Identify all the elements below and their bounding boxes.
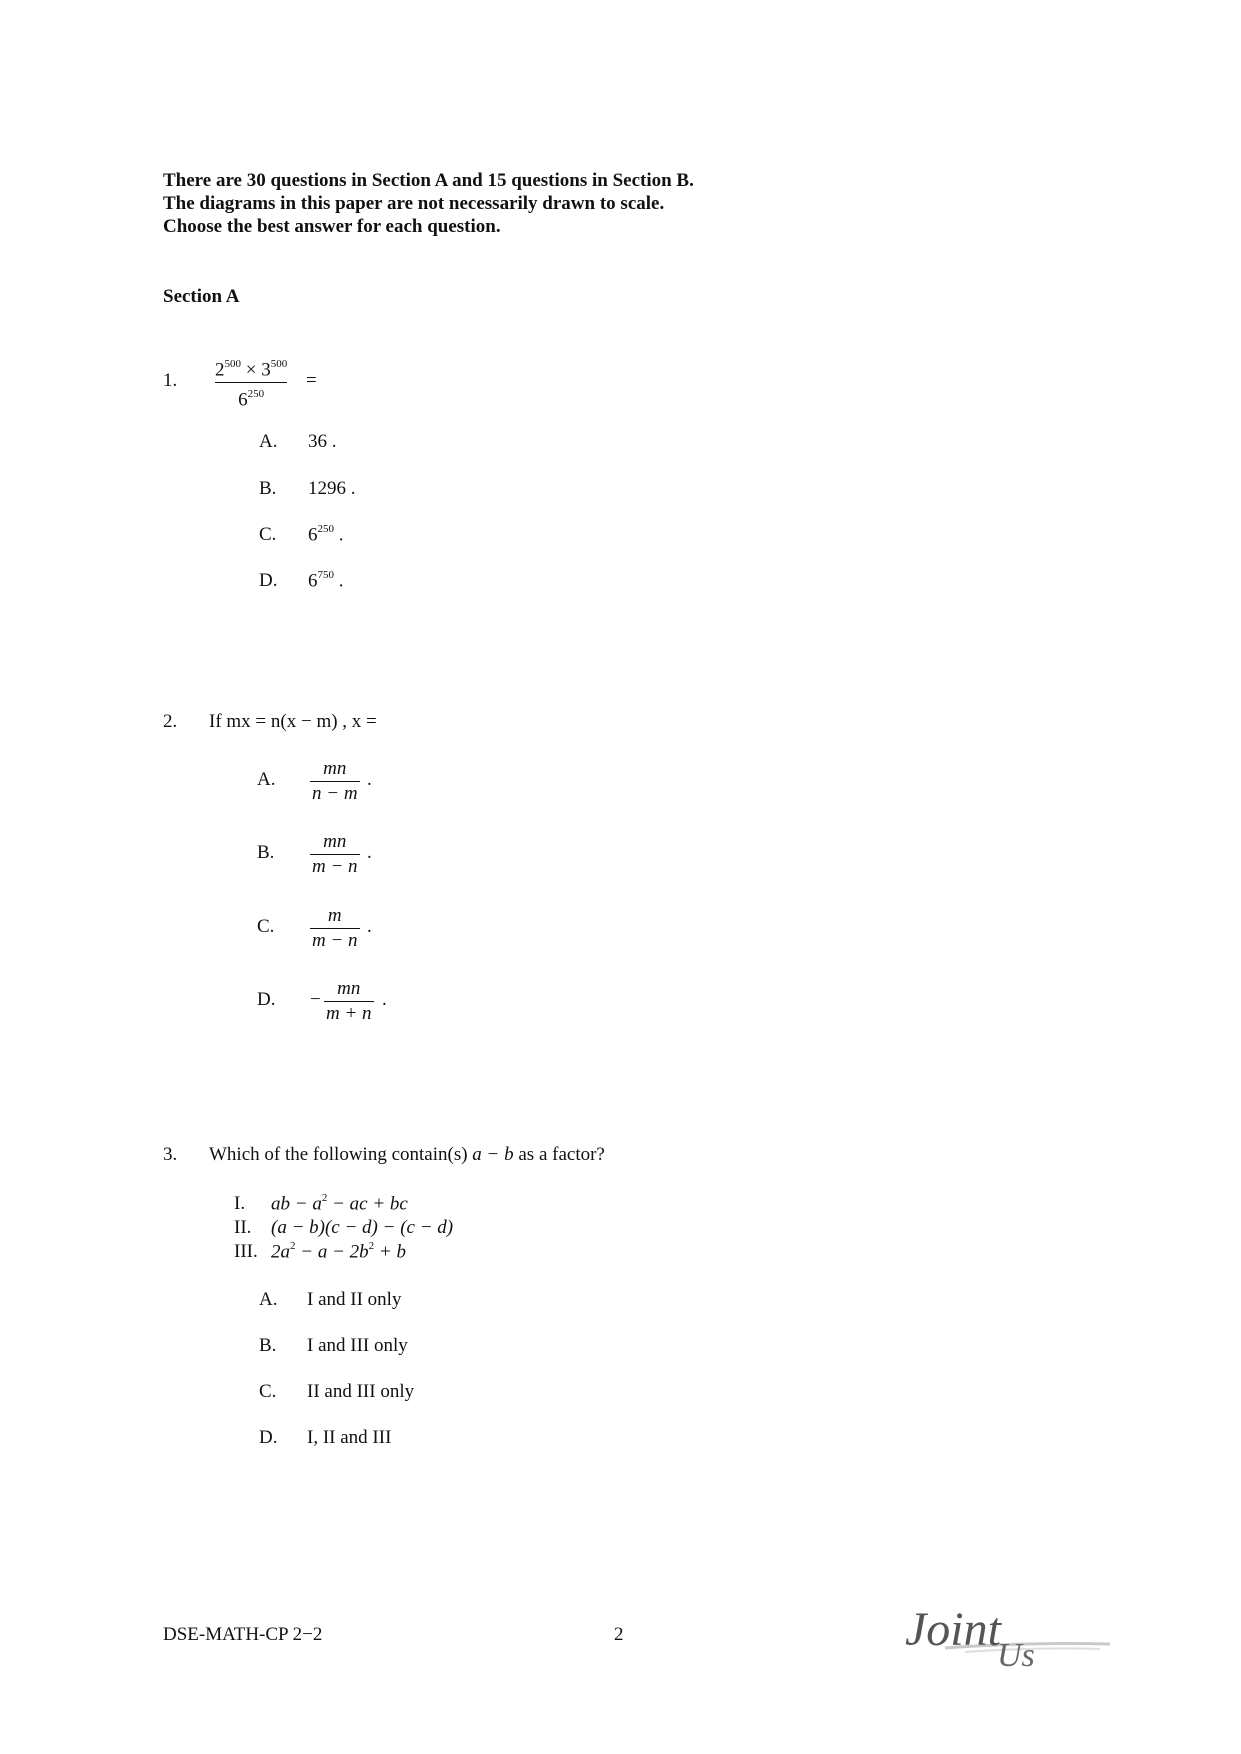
q1-option-c-tail: . bbox=[334, 524, 344, 546]
q3-statement-3-roman: III. bbox=[234, 1241, 258, 1262]
q3-statement-1-pre: ab − a bbox=[271, 1193, 322, 1215]
instruction-line-3: Choose the best answer for each question. bbox=[163, 216, 501, 237]
q2-option-c-fraction bbox=[310, 906, 360, 951]
footer-page-number: 2 bbox=[614, 1624, 624, 1645]
q3-stem-post: as a factor? bbox=[513, 1144, 605, 1165]
q3-statement-3-pre: 2a bbox=[271, 1241, 290, 1263]
q2-option-c-bar bbox=[310, 928, 360, 929]
q1-option-c-text bbox=[308, 524, 344, 546]
q1-den-base: 6 bbox=[238, 389, 248, 411]
q2-option-b-label[interactable]: B. bbox=[257, 842, 275, 863]
q2-option-c-num: m bbox=[327, 905, 342, 926]
q3-statement-3-exp2: 2 bbox=[368, 1240, 375, 1252]
q1-option-b-text: 1296 . bbox=[308, 478, 356, 499]
logo-text-joint: Joint bbox=[905, 1603, 1001, 1656]
q2-option-d-label[interactable]: D. bbox=[257, 989, 276, 1010]
q2-option-d-sign: − bbox=[310, 989, 321, 1010]
q2-option-d-den: m + n bbox=[326, 1003, 372, 1024]
q2-option-a-bar bbox=[310, 781, 360, 782]
footer-paper-code: DSE-MATH-CP 2−2 bbox=[163, 1624, 323, 1645]
q1-option-c-label[interactable]: C. bbox=[259, 524, 277, 545]
q2-option-c-den: m − n bbox=[312, 930, 358, 951]
instruction-line-2: The diagrams in this paper are not necessarily drawn to scale. bbox=[163, 193, 665, 214]
q2-option-d-num: mn bbox=[337, 978, 361, 999]
q3-number: 3. bbox=[163, 1144, 178, 1165]
q3-statement-3-mid: − a − 2b bbox=[295, 1241, 369, 1263]
q2-option-a-fraction bbox=[310, 759, 360, 804]
q3-option-a-label[interactable]: A. bbox=[259, 1289, 278, 1310]
q1-option-b-label[interactable]: B. bbox=[259, 478, 277, 499]
q3-statement-1-roman: I. bbox=[234, 1193, 246, 1214]
q1-option-a-text: 36 . bbox=[308, 431, 337, 452]
q2-option-d-tail: . bbox=[382, 989, 387, 1010]
q3-option-a-text: I and II only bbox=[307, 1289, 402, 1310]
q1-option-a-label[interactable]: A. bbox=[259, 431, 278, 452]
q3-statement-3-post: + b bbox=[374, 1241, 406, 1263]
q2-option-a-num: mn bbox=[323, 758, 347, 779]
q1-num-base2: 3 bbox=[261, 359, 271, 381]
q1-equals: = bbox=[306, 370, 317, 391]
q1-option-d-base: 6 bbox=[308, 570, 318, 592]
q2-option-a-label[interactable]: A. bbox=[257, 769, 276, 790]
q1-num-exp2: 500 bbox=[270, 358, 288, 370]
q3-statement-3-exp: 2 bbox=[290, 1240, 296, 1252]
q2-option-c-tail: . bbox=[367, 916, 372, 937]
q3-stem-expr: a − b bbox=[472, 1144, 514, 1165]
q3-option-d-text: I, II and III bbox=[307, 1427, 392, 1448]
q3-statement-2-expr: (a − b)(c − d) − (c − d) bbox=[271, 1217, 454, 1238]
q3-statement-1-post: − ac + bc bbox=[327, 1193, 408, 1215]
q2-option-b-num: mn bbox=[323, 831, 347, 852]
q1-number: 1. bbox=[163, 370, 178, 391]
logo-text-us: Us bbox=[997, 1637, 1035, 1670]
section-title: Section A bbox=[163, 286, 240, 307]
q1-times: × bbox=[245, 359, 257, 381]
q2-option-d-bar bbox=[324, 1001, 374, 1002]
q2-option-b-fraction bbox=[310, 832, 360, 877]
q2-number: 2. bbox=[163, 711, 178, 732]
q1-option-c-base: 6 bbox=[308, 524, 318, 546]
q3-option-d-label[interactable]: D. bbox=[259, 1427, 278, 1448]
q2-option-b-tail: . bbox=[367, 842, 372, 863]
jointus-logo bbox=[905, 1600, 1115, 1670]
q1-option-d-label[interactable]: D. bbox=[259, 570, 278, 591]
q2-stem: If mx = n(x − m) , x = bbox=[209, 711, 377, 732]
q2-option-c-label[interactable]: C. bbox=[257, 916, 275, 937]
q3-stem-pre: Which of the following contain(s) bbox=[209, 1144, 473, 1165]
q3-option-b-label[interactable]: B. bbox=[259, 1335, 277, 1356]
q3-option-b-text: I and III only bbox=[307, 1335, 408, 1356]
q1-fraction bbox=[215, 355, 287, 411]
q1-option-d-tail: . bbox=[334, 570, 344, 592]
instruction-line-1: There are 30 questions in Section A and 15 questions in Section B. bbox=[163, 170, 694, 191]
q3-option-c-label[interactable]: C. bbox=[259, 1381, 277, 1402]
q3-statement-1-exp: 2 bbox=[321, 1192, 328, 1204]
q1-option-d-exp: 750 bbox=[317, 569, 334, 581]
q1-option-c-exp: 250 bbox=[317, 523, 334, 535]
q3-option-c-text: II and III only bbox=[307, 1381, 415, 1402]
q3-statement-2-roman: II. bbox=[234, 1217, 252, 1238]
q3-stem bbox=[209, 1144, 605, 1166]
q2-option-d-fraction bbox=[324, 979, 374, 1024]
q3-statement-3-expr bbox=[271, 1241, 406, 1263]
q1-den-exp: 250 bbox=[247, 388, 265, 401]
q1-num-exp1: 500 bbox=[224, 358, 241, 370]
q1-num-base1: 2 bbox=[215, 359, 225, 381]
q1-option-d-text bbox=[308, 570, 344, 592]
q2-option-b-den: m − n bbox=[312, 856, 358, 877]
q2-option-a-tail: . bbox=[367, 769, 372, 790]
q3-statement-1-expr bbox=[271, 1193, 408, 1215]
q2-option-b-bar bbox=[310, 854, 360, 855]
q1-fraction-bar bbox=[215, 382, 287, 383]
q2-option-a-den: n − m bbox=[312, 783, 358, 804]
